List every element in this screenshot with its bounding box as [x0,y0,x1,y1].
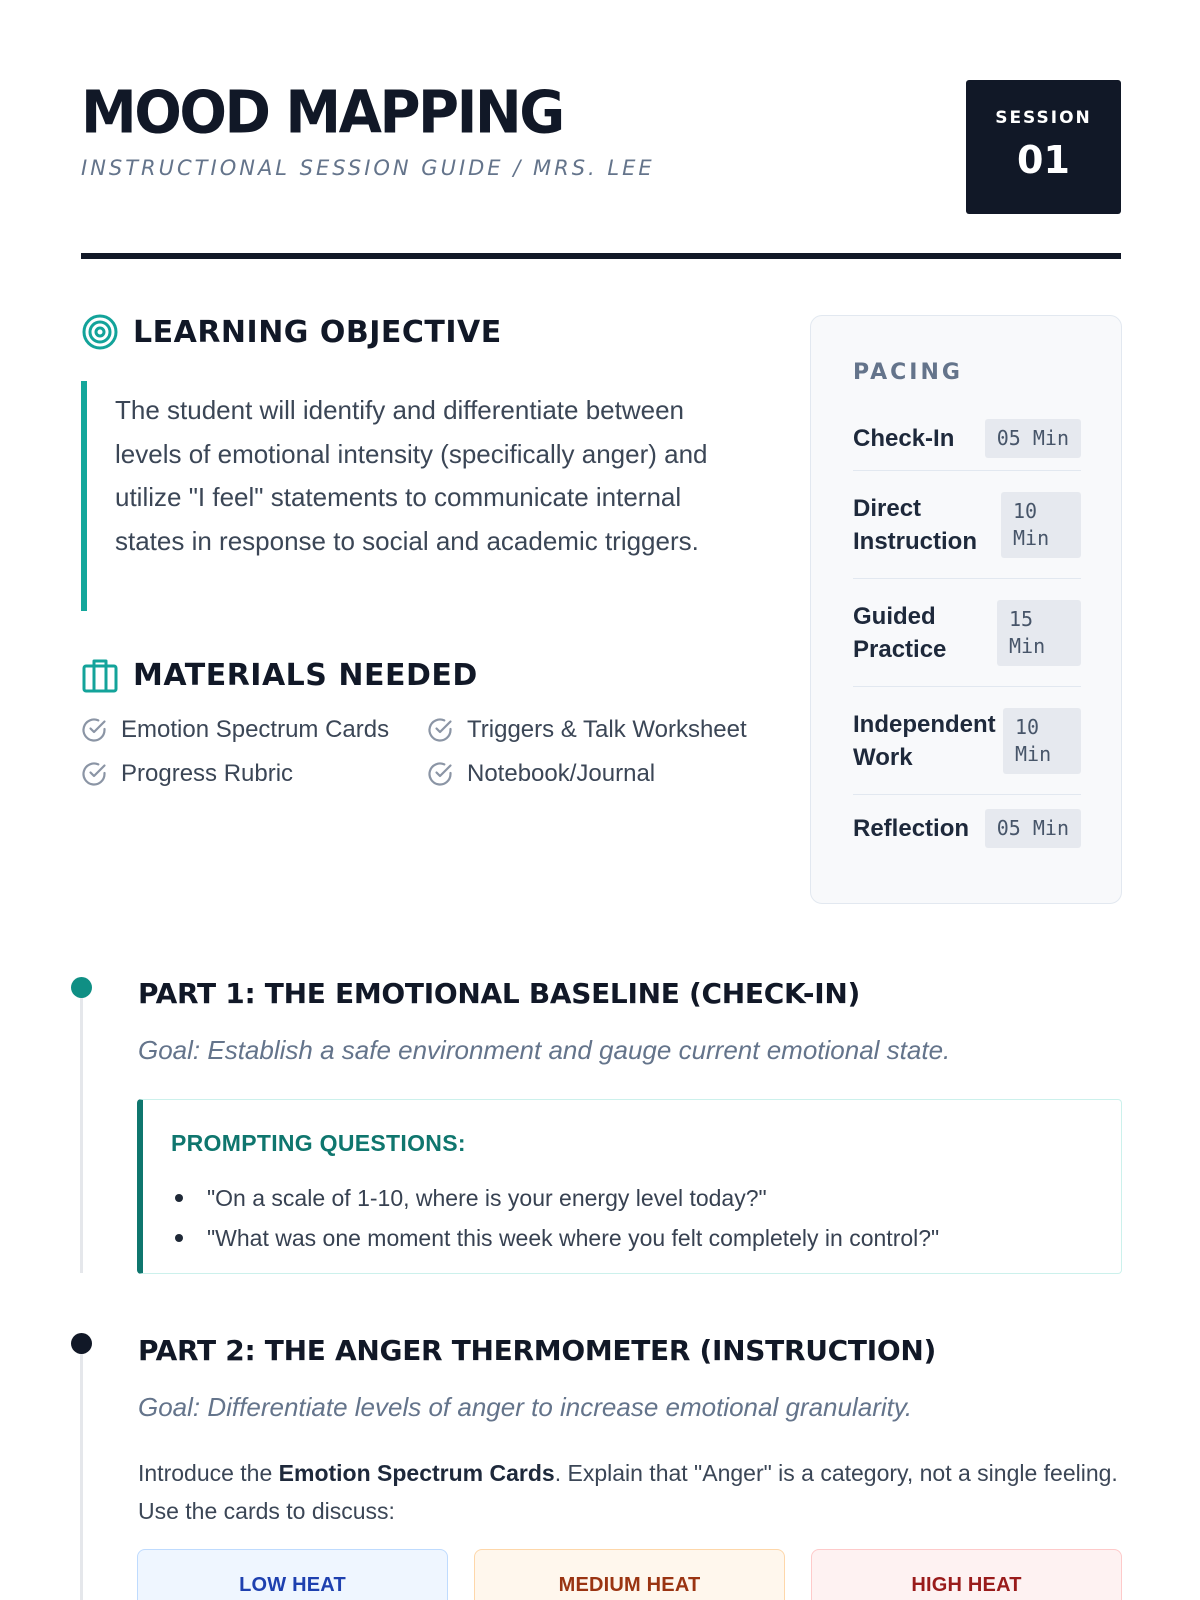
part2-intro [138,1454,1118,1530]
session-number: 01 [1017,138,1070,182]
objective-heading: LEARNING OBJECTIVE [133,314,502,350]
check-circle-icon [81,761,107,787]
pacing-row [853,795,1081,861]
heat-card-low [137,1549,448,1600]
heat-card-label: MEDIUM HEAT [558,1574,701,1596]
question-text: "On a scale of 1-10, where is your energy level today?" [207,1185,767,1211]
pacing-row [853,579,1081,687]
question-text: "What was one moment this week where you felt completely in control?" [207,1225,940,1251]
pacing-time: 10 Min [1001,492,1081,558]
pacing-time: 05 Min [985,809,1081,848]
heat-card-label: LOW HEAT [239,1574,346,1596]
pacing-label: Check-In [853,424,955,452]
objective-heading-row [81,313,502,351]
materials-heading-row [81,656,478,694]
pacing-time: 10 Min [1003,708,1081,774]
prompting-questions-list [171,1178,939,1258]
pacing-time: 05 Min [985,419,1081,458]
pacing-label: Independent Work [853,710,996,771]
part2-goal: Goal: Differentiate levels of anger to increase emotional granularity. [138,1392,913,1422]
check-circle-icon [81,717,107,743]
timeline-dot [71,1333,92,1354]
intro-emphasis: Emotion Spectrum Cards [278,1460,555,1486]
pacing-label: Direct Instruction [853,494,977,555]
briefcase-icon [81,656,119,694]
material-item [427,716,771,744]
pacing-card [810,315,1122,904]
heat-card-medium [474,1549,785,1600]
materials-list [81,716,771,788]
page-header [81,80,1121,260]
pacing-time: 15 Min [997,600,1081,666]
material-item [81,760,427,788]
intro-text: Introduce the [138,1460,279,1486]
material-item [427,760,771,788]
pacing-title: PACING [853,360,963,385]
timeline-line [80,988,83,1273]
pacing-row [853,406,1081,471]
page-subtitle: INSTRUCTIONAL SESSION GUIDE / MRS. LEE [81,156,655,180]
pacing-row [853,687,1081,795]
bullet-icon [175,1194,183,1202]
list-item [171,1218,939,1258]
part1-title: PART 1: THE EMOTIONAL BASELINE (CHECK-IN) [138,977,860,1010]
header-divider [81,253,1121,259]
intro-text: . Explain that "Anger" is a category, not a single feeling. Use the cards to discuss: [138,1460,1118,1524]
timeline-line [80,1345,83,1600]
material-label: Emotion Spectrum Cards [121,716,390,743]
material-label: Triggers & Talk Worksheet [467,716,747,743]
prompting-questions-box [137,1099,1122,1274]
heat-card-label: HIGH HEAT [911,1574,1022,1596]
bullet-icon [175,1234,183,1242]
pacing-label: Guided Practice [853,602,947,663]
material-label: Notebook/Journal [467,760,656,787]
check-circle-icon [427,717,453,743]
page-title: MOOD MAPPING [81,78,563,147]
material-item [81,716,427,744]
part2-title: PART 2: THE ANGER THERMOMETER (INSTRUCTION) [138,1334,936,1367]
heat-card-high [811,1549,1122,1600]
target-icon [81,313,119,351]
objective-text: The student will identify and differentiate between levels of emotional intensity (specifically anger) and utilize "I feel" statements to communicate internal states in response to social and academic triggers. [81,381,749,611]
part1-goal: Goal: Establish a safe environment and gauge current emotional state. [138,1035,951,1065]
pacing-label: Reflection [853,814,970,842]
pacing-row [853,471,1081,579]
session-label: SESSION [995,108,1092,128]
check-circle-icon [427,761,453,787]
timeline-dot [71,977,92,998]
list-item [171,1178,939,1218]
material-label: Progress Rubric [121,760,294,787]
materials-heading: MATERIALS NEEDED [133,657,478,693]
session-badge [966,80,1121,214]
prompting-questions-heading: PROMPTING QUESTIONS: [171,1130,466,1156]
